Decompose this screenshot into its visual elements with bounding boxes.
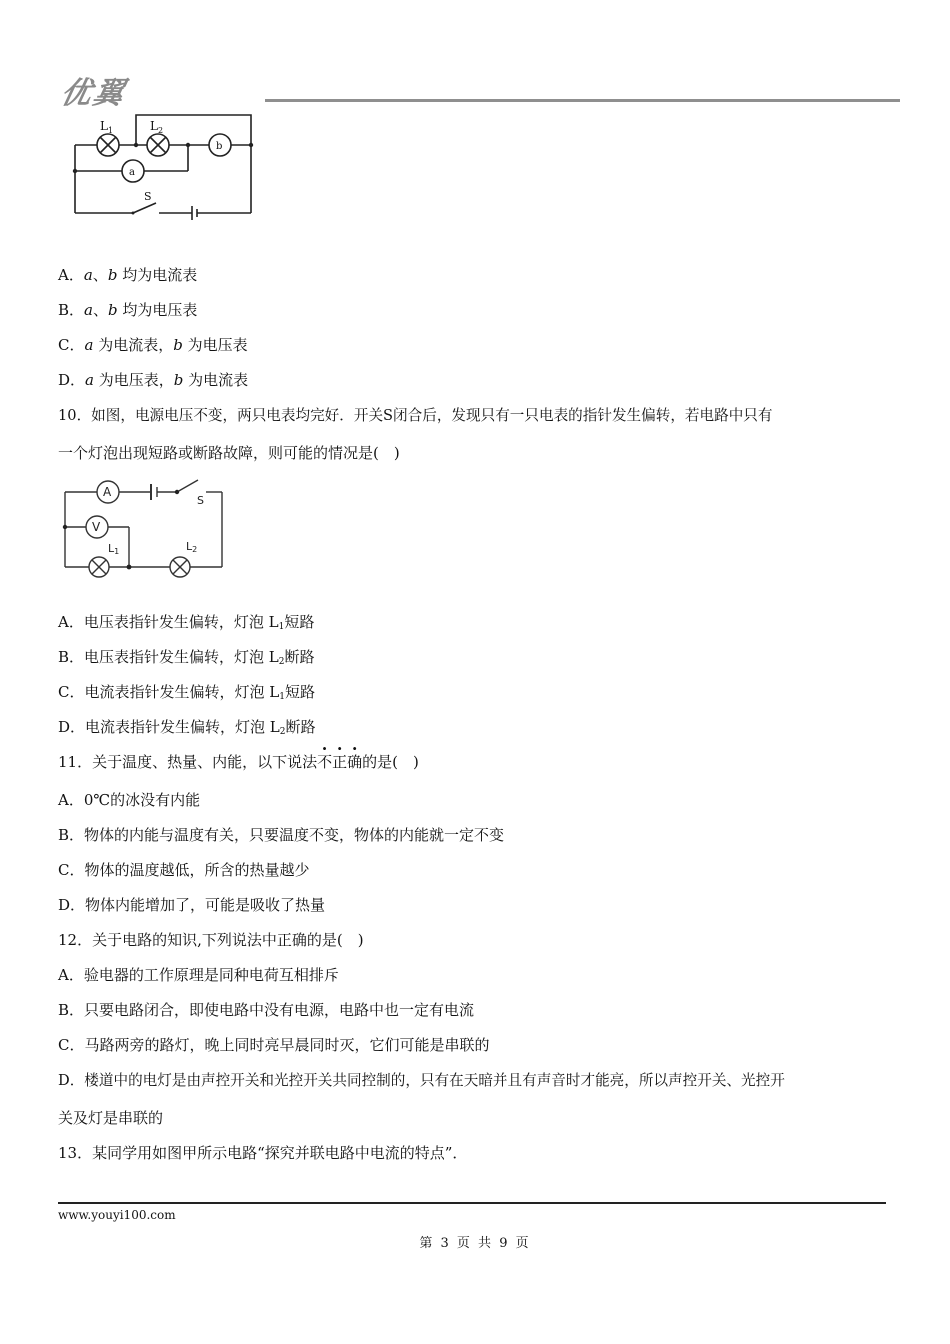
- meter-a-label: a: [129, 167, 135, 178]
- emphasis-char: 确: [347, 753, 363, 771]
- q10-option-c[interactable]: C．电流表指针发生偏转，灯泡 $L_1$短路: [58, 683, 315, 702]
- q9-option-b[interactable]: B．a、b 均为电压表: [58, 301, 198, 319]
- q13-stem: 13．某同学用如图甲所示电路“探究并联电路中电流的特点”．: [58, 1144, 468, 1162]
- q12-option-a[interactable]: A．验电器的工作原理是同种电荷互相排斥: [58, 966, 339, 984]
- q11-stem: 11．关于温度、热量、内能，以下说法不正确的是( ): [58, 753, 419, 771]
- q11-option-b[interactable]: B．物体的内能与温度有关，只要温度不变，物体的内能就一定不变: [58, 826, 505, 844]
- circuit-diagram-q10: [60, 478, 230, 583]
- q9-option-d[interactable]: D．a 为电压表，b 为电流表: [58, 371, 249, 389]
- lamp-l2-label: $L_2$: [150, 119, 164, 135]
- q11-option-c[interactable]: C．物体的温度越低，所含的热量越少: [58, 861, 310, 879]
- q10-stem-line2: 一个灯泡出现短路或断路故障，则可能的情况是( ): [58, 444, 400, 462]
- q11-option-d[interactable]: D．物体内能增加了，可能是吸收了热量: [58, 896, 326, 914]
- meter-b-label: b: [216, 141, 223, 152]
- switch-label-q10: S: [197, 494, 204, 507]
- q10-stem-line1: 10．如图，电源电压不变，两只电表均完好．开关S闭合后，发现只有一只电表的指针发生偏转，若电路中只有: [58, 407, 773, 424]
- q10-option-d[interactable]: D．电流表指针发生偏转，灯泡 $L_2$断路: [58, 718, 316, 737]
- q12-stem: 12．关于电路的知识,下列说法中正确的是( ): [58, 931, 364, 949]
- page-number: 第 3 页 共 9 页: [419, 1236, 531, 1251]
- q12-option-c[interactable]: C．马路两旁的路灯，晚上同时亮早晨同时灭，它们可能是串联的: [58, 1036, 490, 1054]
- q10-option-b[interactable]: B．电压表指针发生偏转，灯泡 $L_2$断路: [58, 648, 315, 667]
- lamp-l2-label-q10: L2: [186, 540, 198, 554]
- switch-label: S: [144, 190, 152, 203]
- footer-divider: [58, 1202, 886, 1204]
- voltmeter-label: V: [92, 520, 101, 534]
- lamp-l1-label-q10: L1: [108, 542, 120, 556]
- logo: 优翼: [57, 76, 129, 111]
- lamp-l1-label: $L_1$: [100, 119, 114, 135]
- q9-option-c[interactable]: C．a 为电流表，b 为电压表: [58, 336, 248, 354]
- q9-option-a[interactable]: A．a、b 均为电流表: [58, 266, 198, 284]
- ammeter-label: A: [103, 485, 112, 499]
- q10-option-a[interactable]: A．电压表指针发生偏转，灯泡 $L_1$短路: [58, 613, 315, 632]
- footer-url: www.youyi100.com: [58, 1208, 176, 1222]
- q11-option-a[interactable]: A．0℃的冰没有内能: [58, 791, 201, 809]
- header-divider: [265, 99, 900, 102]
- q12-option-b[interactable]: B．只要电路闭合，即使电路中没有电源，电路中也一定有电流: [58, 1001, 475, 1019]
- emphasis-char: 正: [332, 753, 348, 771]
- q12-option-d-cont: 关及灯是串联的: [58, 1109, 164, 1127]
- q12-option-d[interactable]: D．楼道中的电灯是由声控开关和光控开关共同控制的，只有在天暗并且有声音时才能亮，所以声控开关、光控开: [58, 1072, 785, 1089]
- emphasis-char: 不: [317, 753, 333, 771]
- circuit-diagram-q9: [70, 110, 260, 225]
